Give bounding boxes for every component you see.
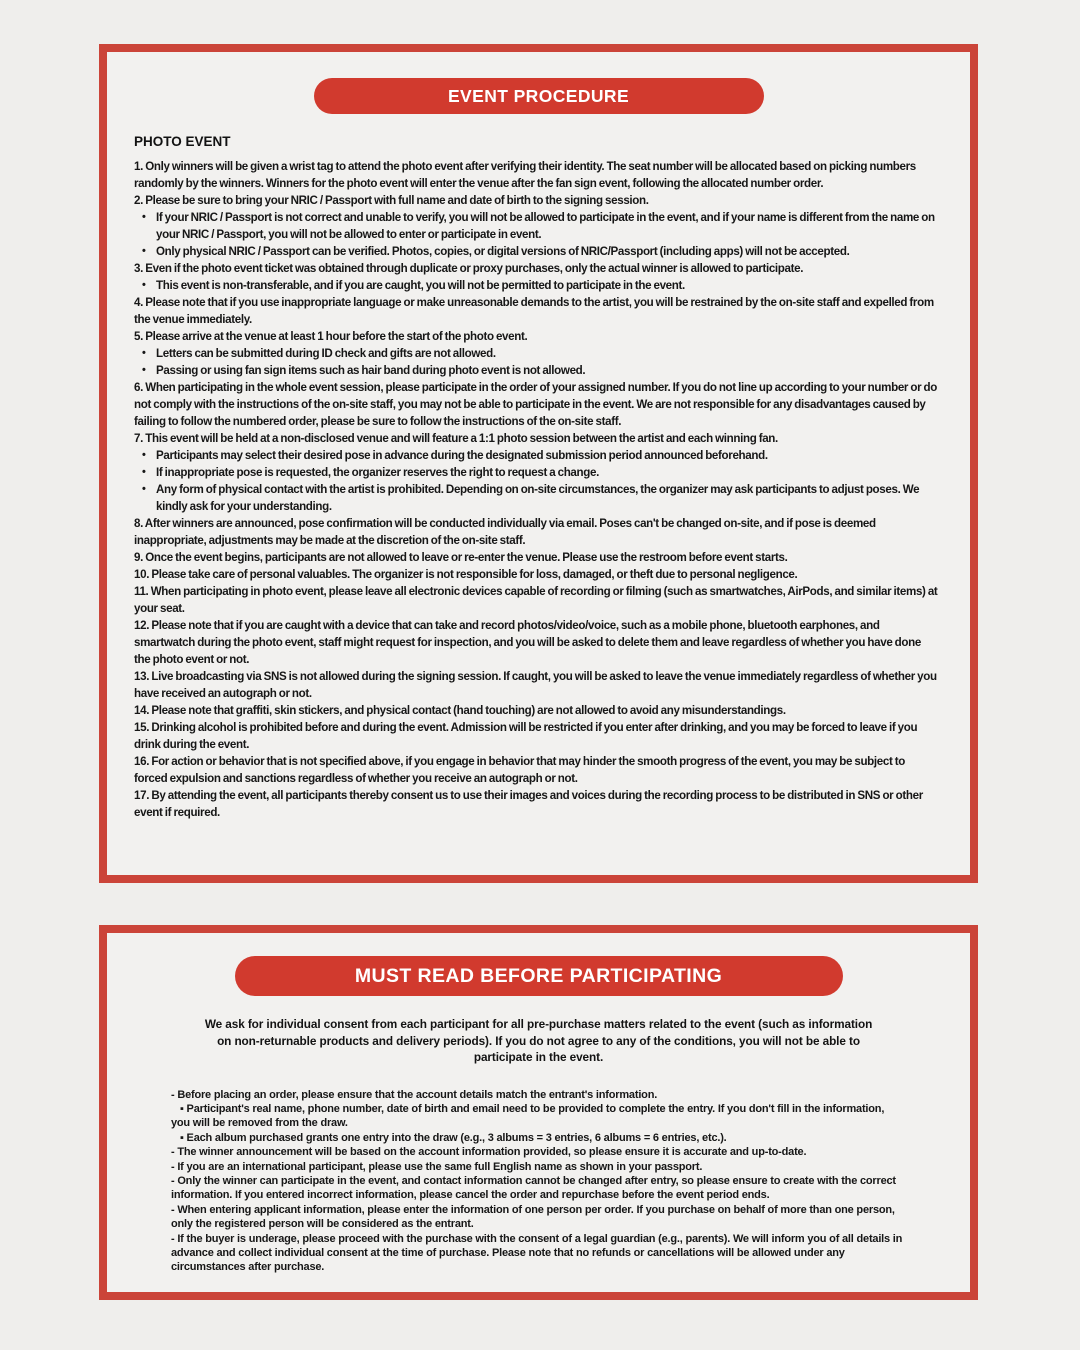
rule-item: 7. This event will be held at a non-disclosed venue and will feature a 1:1 photo session between the artist and each winning fan.: [134, 432, 778, 445]
rule-item: 3. Even if the photo event ticket was obtained through duplicate or proxy purchases, only the actual winner is allowed to participate.: [134, 262, 804, 275]
note-item: - If you are an international participant, please use the same full English name as shown in your passport.: [171, 1160, 703, 1173]
note-item: - Only the winner can participate in the event, and contact information cannot be changed after entry, so please ensure to create with the correct information. If you entered incorrect information, please cancel the order and repurchase before the event period ends.: [171, 1174, 896, 1202]
bullet-dot-icon: •: [142, 347, 146, 359]
photo-event-rules-list: [134, 158, 938, 821]
rule-item: 16. For action or behavior that is not specified above, if you engage in behavior that may hinder the smooth progress of the event, you may be subject to forced expulsion and sanctions regardless of whether you receive an autograph or not.: [134, 755, 906, 785]
rule-subitem-text: This event is non-transferable, and if you are caught, you will not be permitted to participate in the event.: [156, 279, 685, 292]
note-item: - When entering applicant information, please enter the information of one person per order. If you purchase on behalf of more than one person, only the registered person will be considered as the entrant.: [171, 1203, 895, 1231]
must-read-intro: We ask for individual consent from each participant for all pre-purchase matters related to the event (such as information on non-returnable products and delivery periods). If you do not agree to any of the conditions, you will not be able to participate in the event.: [204, 1017, 873, 1064]
event-procedure-title-pill: [314, 78, 764, 114]
rule-subitem-text: Letters can be submitted during ID check and gifts are not allowed.: [156, 347, 496, 360]
event-procedure-panel: [99, 44, 978, 883]
rule-subitem: [134, 362, 938, 379]
rule-subitem-text: Participants may select their desired pose in advance during the designated submission period announced beforehand.: [156, 449, 768, 462]
photo-event-heading: PHOTO EVENT: [134, 134, 231, 149]
rule-subitem-text: Only physical NRIC / Passport can be verified. Photos, copies, or digital versions of NRIC/Passport (including apps) will not be accepted.: [156, 245, 850, 258]
must-read-notes-list: [171, 1088, 904, 1275]
bullet-dot-icon: •: [142, 449, 146, 461]
event-procedure-title: EVENT PROCEDURE: [447, 85, 630, 106]
bullet-dot-icon: •: [142, 466, 146, 478]
rule-item: 13. Live broadcasting via SNS is not allowed during the signing session. If caught, you will be asked to leave the venue immediately regardless of whether you have received an autograph or not.: [134, 670, 937, 700]
note-item: - If the buyer is underage, please proceed with the purchase with the consent of a legal guardian (e.g., parents). We will inform you of all details in advance and collect individual consent at the time of purchase. Please note that no refunds or cancellations will be allowed under any circumstances after purchase.: [171, 1232, 903, 1274]
rule-subitem: [134, 464, 938, 481]
rule-subitem: [134, 243, 938, 260]
must-read-title-pill: [235, 956, 843, 996]
bullet-dot-icon: •: [142, 483, 146, 495]
rule-item: 2. Please be sure to bring your NRIC / Passport with full name and date of birth to the signing session.: [134, 194, 649, 207]
bullet-dot-icon: •: [142, 279, 146, 291]
rule-subitem-text: If inappropriate pose is requested, the organizer reserves the right to request a change.: [156, 466, 599, 479]
bullet-dot-icon: •: [142, 211, 146, 223]
rule-subitem-text: Passing or using fan sign items such as hair band during photo event is not allowed.: [156, 364, 586, 377]
rule-item: 14. Please note that graffiti, skin stickers, and physical contact (hand touching) are not allowed to avoid any misunderstandings.: [134, 704, 786, 717]
rule-item: 12. Please note that if you are caught with a device that can take and record photos/video/voice, such as a mobile phone, bluetooth earphones, and smartwatch during the photo event, staff might request for inspection, and you will be asked to delete them and leave regardless of whether you have done the photo event or not.: [134, 619, 921, 666]
rule-item: 11. When participating in photo event, please leave all electronic devices capable of recording or filming (such as smartwatches, AirPods, and similar items) at your seat.: [134, 585, 938, 615]
rule-item: 15. Drinking alcohol is prohibited before and during the event. Admission will be restricted if you enter after drinking, and you may be forced to leave if you drink during the event.: [134, 721, 918, 751]
rule-subitem: [134, 345, 938, 362]
bullet-dot-icon: •: [142, 245, 146, 257]
rule-item: 9. Once the event begins, participants are not allowed to leave or re-enter the venue. Please use the restroom before event starts.: [134, 551, 788, 564]
note-subitem: ▪ Each album purchased grants one entry into the draw (e.g., 3 albums = 3 entries, 6 albums = 6 entries, etc.).: [180, 1131, 727, 1144]
bullet-dot-icon: •: [142, 364, 146, 376]
rule-item: 4. Please note that if you use inappropriate language or make unreasonable demands to the artist, you will be restrained by the on-site staff and expelled from the venue immediately.: [134, 296, 934, 326]
rule-item: 10. Please take care of personal valuables. The organizer is not responsible for loss, damaged, or theft due to personal negligence.: [134, 568, 798, 581]
note-item: - The winner announcement will be based on the account information provided, so please ensure it is accurate and up-to-date.: [171, 1146, 807, 1159]
rule-item: 17. By attending the event, all participants thereby consent us to use their images and voices during the recording process to be distributed in SNS or other event if required.: [134, 789, 923, 819]
rule-item: 6. When participating in the whole event session, please participate in the order of your assigned number. If you do not line up according to your number or do not comply with the instructions of the on-site staff, you may not be able to participate in the event. We are not responsible for any disadvantages caused by failing to follow the numbered order, please be sure to follow the instructions of the on-site staff.: [134, 381, 937, 428]
rule-subitem-text: If your NRIC / Passport is not correct and unable to verify, you will not be allowed to participate in the event, and if your name is different from the name on your NRIC / Passport, you will not be allowed to enter or participate in event.: [156, 211, 935, 241]
rule-item: 5. Please arrive at the venue at least 1 hour before the start of the photo event.: [134, 330, 528, 343]
must-read-title: MUST READ BEFORE PARTICIPATING: [354, 964, 723, 987]
rule-item: 1. Only winners will be given a wrist tag to attend the photo event after verifying their identity. The seat number will be allocated based on picking numbers randomly by the winners. Winners for the photo event will enter the venue after the fan sign event, following the allocated number order.: [134, 160, 916, 190]
note-subitem: ▪ Participant's real name, phone number, date of birth and email need to be provided to complete the entry. If you don't fill in the information, you will be removed from the draw.: [171, 1102, 885, 1130]
rule-subitem: [134, 277, 938, 294]
rule-subitem-text: Any form of physical contact with the artist is prohibited. Depending on on-site circumstances, the organizer may ask participants to adjust poses. We kindly ask for your understanding.: [156, 483, 920, 513]
rule-item: 8. After winners are announced, pose confirmation will be conducted individually via email. Poses can't be changed on-site, and if pose is deemed inappropriate, adjustments may be made at the discretion of the on-site staff.: [134, 517, 876, 547]
must-read-panel: [99, 925, 978, 1300]
rule-subitem: [134, 447, 938, 464]
rule-subitem: [134, 481, 938, 515]
note-item: - Before placing an order, please ensure that the account details match the entrant's information.: [171, 1088, 658, 1101]
rule-subitem: [134, 209, 938, 243]
